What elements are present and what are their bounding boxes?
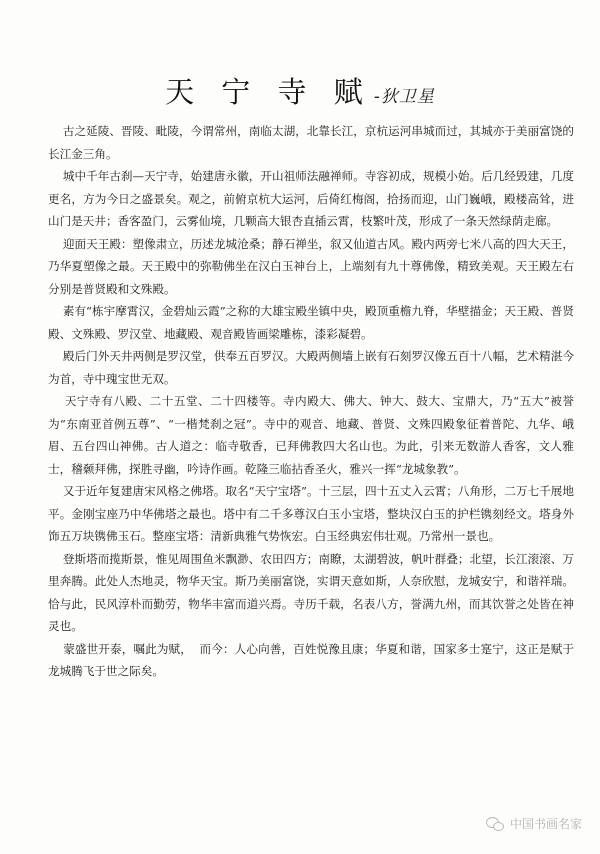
page-title: 天 宁 寺 赋 bbox=[165, 75, 372, 109]
watermark-text: 中国书画名家 bbox=[509, 817, 582, 831]
paragraph-1: 古之延陵、晋陵、毗陵，今谓常州，南临太湖，北靠长江，京杭运河串城而过，其城亦于美丽富饶的长江金三角。 bbox=[48, 124, 574, 161]
paragraph-9: 蒙盛世开泰，嘱此为赋， 而今：人心向善，百姓悦豫且康；华夏和谐，国家多士寔宁，这正是赋于龙城腾飞于世之际矣。 bbox=[48, 641, 574, 678]
paragraph-7: 又于近年复建唐宋风格之佛塔。取名“天宁宝塔”。十三层，四十五丈入云霄；八角形，二万七千展地平。金刚宝座乃中华佛塔之最也。塔中有二千多尊汉白玉小宝塔，整块汉白玉的护栏镌刻经文。塔身外饰五万块镌佛玉石。整座宝塔：清新典雅气势恢宏。白玉经典宏伟壮观。乃常州一景也。 bbox=[48, 484, 575, 543]
paragraph-2: 城中千年古刹—天宁寺，始建唐永徽，开山祖师法融禅师。寺容初成，规模小始。后几经毁建，几度更名，方为今日之盛景矣。观之，前俯京杭大运河，后倚红梅阁，拾扬而迎，山门巍峨，殿楼高耸，进山门是天井；香客盈门，云雾仙境，几颗高大银杏直插云霄，枝繁叶茂，形成了一条天然绿荫走廊。 bbox=[48, 169, 574, 228]
paragraph-3: 迎面天王殿：塑像肃立，历述龙城沧桑；静石禅坐，叙又仙道古风。殿内两旁七米八高的四大天王，乃华夏塑像之最。天王殿中的弥勒佛坐在汉白玉神台上，上端刻有九十尊佛像，精致美观。天王殿左右分别是普贤殿和文殊殿。 bbox=[48, 236, 574, 296]
paragraph-5: 殿后门外天井两侧是罗汉堂，供奉五百罗汉。大殿两侧墙上嵌有石刻罗汉像五百十八幅，艺术精湛今为首，寺中瑰宝世无双。 bbox=[48, 349, 574, 386]
paragraph-6: 天宁寺有八殿、二十五堂、二十四楼等。寺内殿大、佛大、钟大、鼓大、宝鼎大，乃“五大”被誉为“东南亚首例五尊”、“一楷梵刹之冠”。寺中的观音、地藏、普贤、文殊四殿象征着普陀、九华、峨眉、五台四山神佛。古人道之：临寺敬香，已拜佛教四大名山也。为此，引来无数游人香客，文人雅士，稽颡拜佛，探胜寻幽，吟诗作画。乾隆三临拈香圣火，雅兴一挥“龙城象教”。 bbox=[48, 394, 575, 476]
watermark bbox=[486, 815, 582, 832]
wechat-icon bbox=[486, 817, 504, 831]
body-text bbox=[48, 120, 574, 683]
paragraph-4: 素有“栋宇摩霄汉，金碧灿云霞”之称的大雄宝殿坐镇中央，殿顶重檐九脊，华壁描金；天王殿、普贤殿、文殊殿、罗汉堂、地藏殿、观音殿皆画梁雕栋，漆彩凝碧。 bbox=[48, 304, 575, 341]
author-signature: -狄卫星 bbox=[373, 87, 435, 107]
paragraph-8: 登斯塔而揽斯景，惟见周围鱼米飘渺、农田四方；南瞭，太湖碧波，帆叶群叠；北望，长江滚滚、万里奔腾。此处人杰地灵，物华天宝。斯乃美丽富饶，实谓天意如斯，人奈欣慰，龙城安宁，和谐祥瑞。恰与此，民风淳朴而勤劳，物华丰富而道兴焉。寺历千载，名表八方，誉满九州，而其饮誉之处皆在神灵也。 bbox=[48, 551, 574, 633]
title-row bbox=[0, 70, 600, 111]
